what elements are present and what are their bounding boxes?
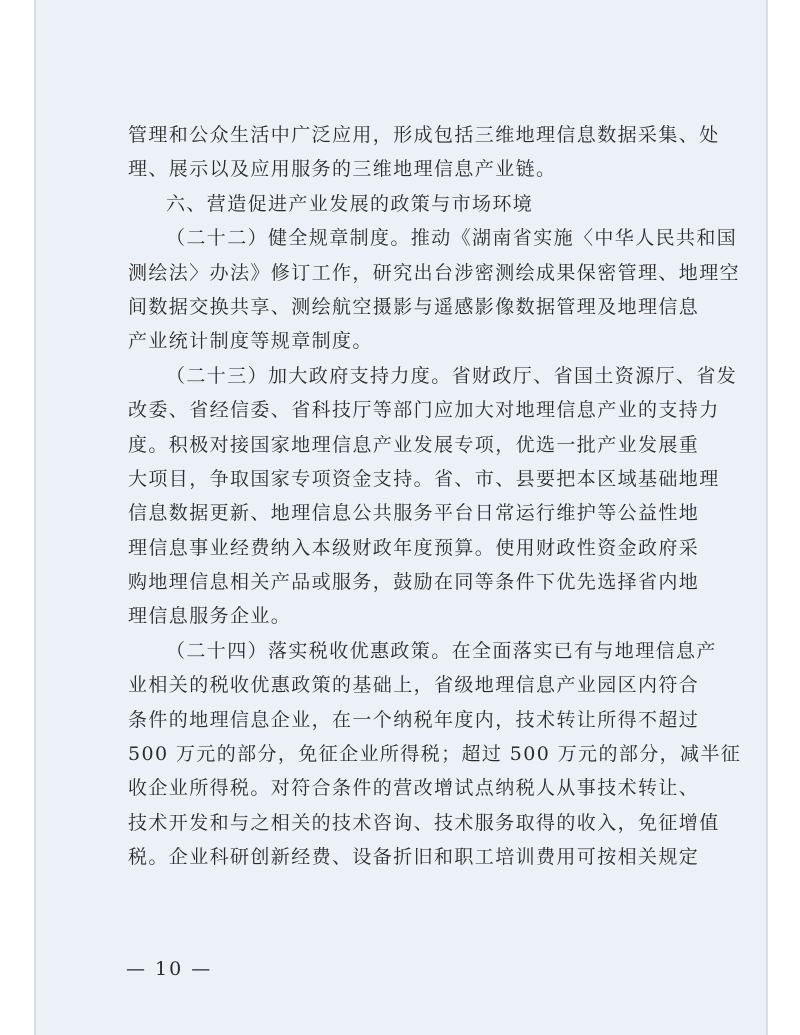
body-line: 理信息事业经费纳入本级财政年度预算。使用财政性资金政府采 — [128, 536, 700, 559]
body-line: 测绘法〉办法》修订工作，研究出台涉密测绘成果保密管理、地理空 — [128, 261, 741, 284]
document-body — [128, 118, 742, 875]
body-line: 大项目，争取国家专项资金支持。省、市、县要把本区域基础地理 — [128, 467, 720, 490]
body-line: 改委、省经信委、省科技厅等部门应加大对地理信息产业的支持力 — [128, 399, 720, 422]
paragraph-start: （二十四）落实税收优惠政策。在全面落实已有与地理信息产 — [166, 639, 717, 662]
body-line: 条件的地理信息企业，在一个纳税年度内，技术转让所得不超过 — [128, 708, 700, 731]
page-edge-left — [34, 0, 36, 1035]
section-heading: 六、营造促进产业发展的政策与市场环境 — [166, 192, 534, 215]
page-edge-right — [766, 0, 768, 1035]
paragraph-start: （二十二）健全规章制度。推动《湖南省实施〈中华人民共和国 — [166, 227, 738, 250]
body-line: 度。积极对接国家地理信息产业发展专项，优选一批产业发展重 — [128, 433, 700, 456]
body-line: 管理和公众生活中广泛应用，形成包括三维地理信息数据采集、处 — [128, 124, 720, 146]
paragraph-start: （二十三）加大政府支持力度。省财政厅、省国土资源厅、省发 — [166, 364, 738, 387]
body-line: 间数据交换共享、测绘航空摄影与遥感影像数据管理及地理信息 — [128, 295, 700, 318]
body-line: 业相关的税收优惠政策的基础上，省级地理信息产业园区内符合 — [128, 674, 700, 697]
page-number: — 10 — — [126, 958, 213, 980]
body-line: 500 万元的部分，免征企业所得税；超过 500 万元的部分，减半征 — [128, 743, 742, 766]
body-line: 收企业所得税。对符合条件的营改增试点纳税人从事技术转让、 — [128, 777, 700, 800]
body-line: 税。企业科研创新经费、设备折旧和职工培训费用可按相关规定 — [128, 846, 700, 869]
body-line: 信息数据更新、地理信息公共服务平台日常运行维护等公益性地 — [128, 502, 700, 525]
body-line: 购地理信息相关产品或服务，鼓励在同等条件下优先选择省内地 — [128, 571, 700, 594]
body-line: 技术开发和与之相关的技术咨询、技术服务取得的收入，免征增值 — [128, 811, 720, 834]
body-line: 产业统计制度等规章制度。 — [128, 330, 373, 353]
body-line: 理信息服务企业。 — [128, 605, 292, 628]
body-line: 理、展示以及应用服务的三维地理信息产业链。 — [128, 158, 557, 181]
